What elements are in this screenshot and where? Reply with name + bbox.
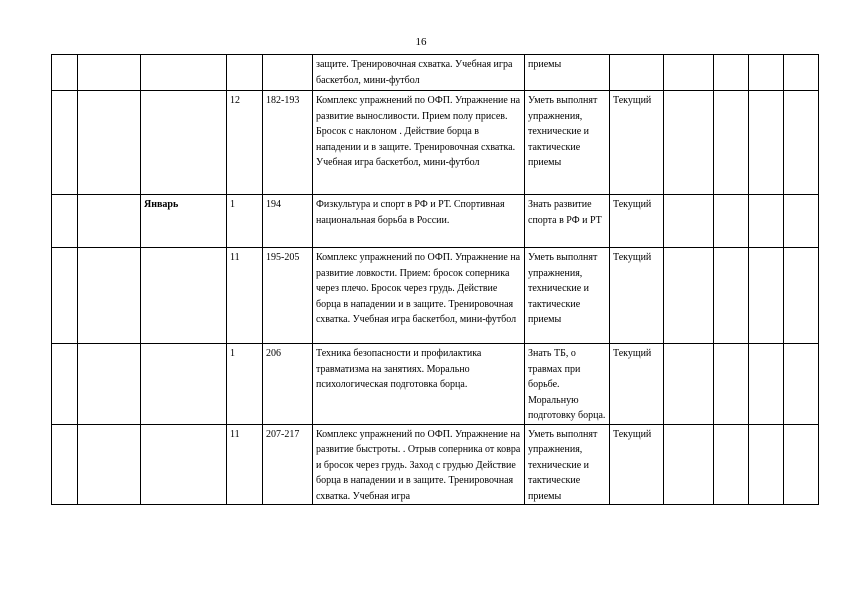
month-cell <box>141 344 227 425</box>
date-plan-cell <box>664 344 714 425</box>
date-plan-cell <box>664 248 714 344</box>
hours-cell: 11 <box>227 424 263 505</box>
extra-cell <box>749 424 784 505</box>
extra-cell <box>749 195 784 248</box>
lessons-cell: 182-193 <box>263 91 313 195</box>
content-cell: Комплекс упражнений по ОФП. Упражнение на развитие ловкости. Прием: бросок соперника через плечо. Бросок через грудь. Действие борца в нападении и в защите. Тренировочная схватка. Учебная игра баскетбол, мини-футбол <box>313 248 525 344</box>
num-cell <box>52 344 78 425</box>
lessons-cell: 194 <box>263 195 313 248</box>
requirements-cell: Уметь выполнят упражнения, технические и тактические приемы <box>525 91 610 195</box>
month-cell <box>141 55 227 91</box>
control-cell: Текущий <box>610 91 664 195</box>
extra-cell <box>749 91 784 195</box>
table-row <box>52 195 819 248</box>
table-row <box>52 248 819 344</box>
extra-cell <box>749 344 784 425</box>
section-cell <box>78 248 141 344</box>
date-plan-cell <box>664 55 714 91</box>
table-row <box>52 55 819 91</box>
control-cell: Текущий <box>610 424 664 505</box>
date-plan-cell <box>664 195 714 248</box>
date-fact-cell <box>714 91 749 195</box>
notes-cell <box>784 55 819 91</box>
notes-cell <box>784 424 819 505</box>
extra-cell <box>749 248 784 344</box>
date-fact-cell <box>714 195 749 248</box>
month-cell <box>141 248 227 344</box>
requirements-cell: Уметь выполнят упражнения, технические и тактические приемы <box>525 424 610 505</box>
date-fact-cell <box>714 424 749 505</box>
hours-cell: 11 <box>227 248 263 344</box>
date-plan-cell <box>664 91 714 195</box>
date-plan-cell <box>664 424 714 505</box>
requirements-cell: приемы <box>525 55 610 91</box>
lessons-cell: 195-205 <box>263 248 313 344</box>
month-cell <box>141 91 227 195</box>
content-cell: Комплекс упражнений по ОФП. Упражнение на развитие быстроты. . Отрыв соперника от ковра и бросок через грудь. Заход с грудью Действие борца в нападении и в защите. Тренировочная схватка. Учебная игра <box>313 424 525 505</box>
num-cell <box>52 248 78 344</box>
hours-cell <box>227 55 263 91</box>
num-cell <box>52 91 78 195</box>
extra-cell <box>749 55 784 91</box>
content-cell: Техника безопасности и профилактика травматизма на занятиях. Морально психологическая подготовка борца. <box>313 344 525 425</box>
date-fact-cell <box>714 344 749 425</box>
content-cell: Физкультура и спорт в РФ и РТ. Спортивная национальная борьба в России. <box>313 195 525 248</box>
requirements-cell: Знать развитие спорта в РФ и РТ <box>525 195 610 248</box>
notes-cell <box>784 195 819 248</box>
section-cell <box>78 91 141 195</box>
hours-cell: 12 <box>227 91 263 195</box>
section-cell <box>78 195 141 248</box>
section-cell <box>78 424 141 505</box>
section-cell <box>78 344 141 425</box>
requirements-cell: Уметь выполнят упражнения, технические и тактические приемы <box>525 248 610 344</box>
notes-cell <box>784 344 819 425</box>
table-row <box>52 424 819 505</box>
table-row <box>52 344 819 425</box>
date-fact-cell <box>714 55 749 91</box>
num-cell <box>52 424 78 505</box>
control-cell: Текущий <box>610 344 664 425</box>
notes-cell <box>784 248 819 344</box>
date-fact-cell <box>714 248 749 344</box>
notes-cell <box>784 91 819 195</box>
num-cell <box>52 195 78 248</box>
hours-cell: 1 <box>227 195 263 248</box>
month-cell: Январь <box>141 195 227 248</box>
month-cell <box>141 424 227 505</box>
requirements-cell: Знать ТБ, о травмах при борьбе. Моральную подготовку борца. <box>525 344 610 425</box>
num-cell <box>52 55 78 91</box>
content-cell: защите. Тренировочная схватка. Учебная игра баскетбол, мини-футбол <box>313 55 525 91</box>
control-cell: Текущий <box>610 248 664 344</box>
lessons-cell <box>263 55 313 91</box>
control-cell: Текущий <box>610 195 664 248</box>
hours-cell: 1 <box>227 344 263 425</box>
section-cell <box>78 55 141 91</box>
page-number: 16 <box>415 36 427 48</box>
table-row <box>52 91 819 195</box>
content-cell: Комплекс упражнений по ОФП. Упражнение на развитие выносливости. Прием полу присев. Бросок с наклоном . Действие борца в нападении и в защите. Тренировочная схватка. Учебная игра баскетбол, мини-футбол <box>313 91 525 195</box>
control-cell <box>610 55 664 91</box>
lesson-plan-table <box>51 54 819 505</box>
lessons-cell: 207-217 <box>263 424 313 505</box>
lessons-cell: 206 <box>263 344 313 425</box>
